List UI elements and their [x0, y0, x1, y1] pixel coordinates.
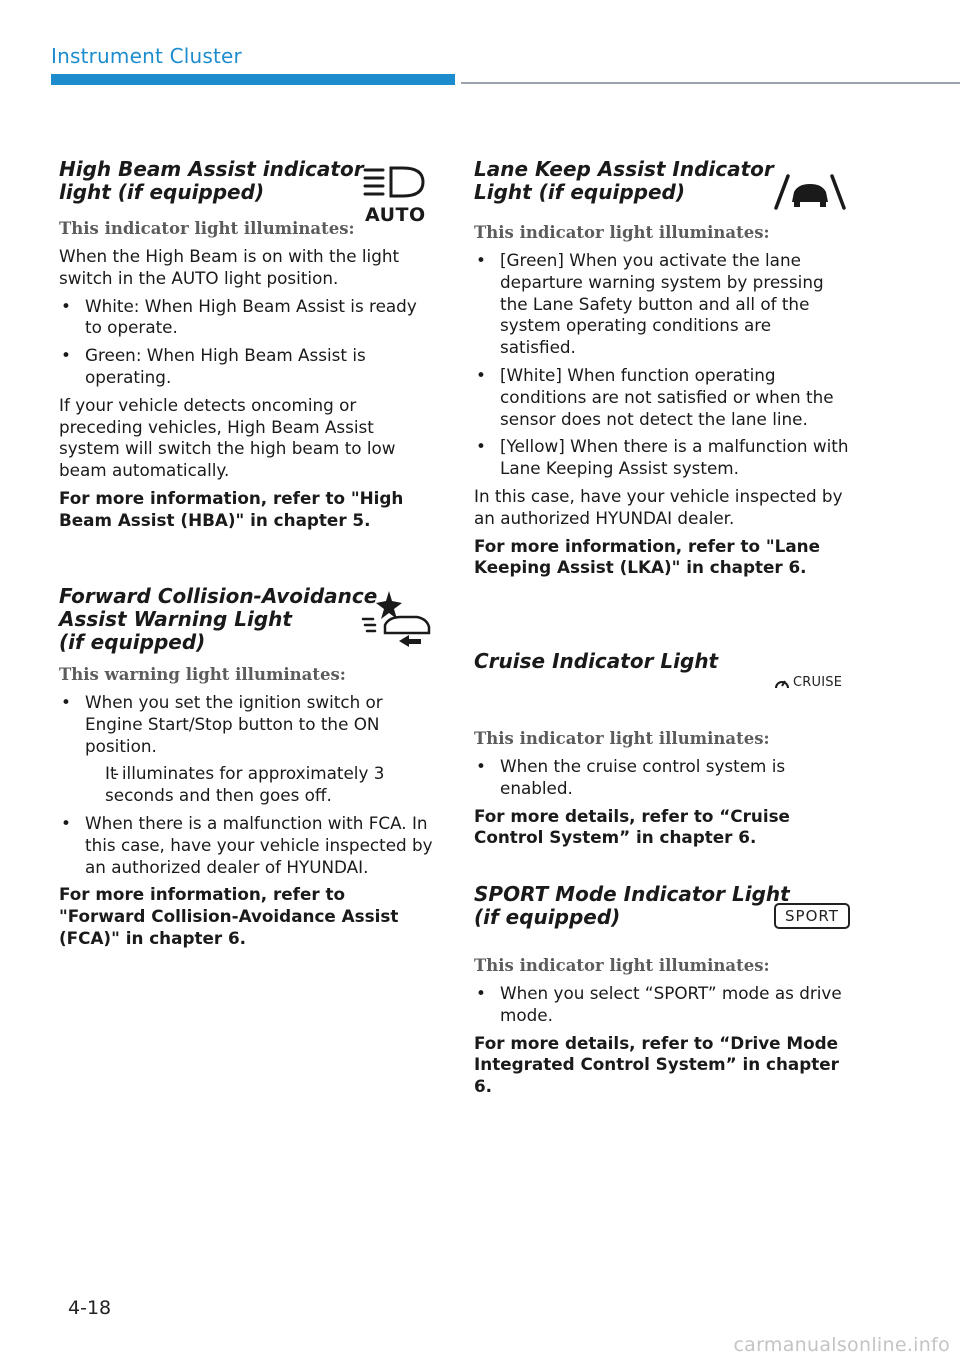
cruise-title: Cruise Indicator Light [474, 649, 719, 673]
fca-bullets [59, 692, 433, 878]
list-item: • [Yellow] When there is a malfunction with Lane Keeping Assist system. [474, 436, 850, 480]
cruise-label: CRUISE [793, 675, 843, 690]
high-beam-auto-icon [361, 164, 431, 228]
fca-title: Forward Collision-Avoidance Assist Warning Light (if equipped) [59, 584, 378, 654]
header-bar-accent [51, 74, 455, 85]
sport-bullets [474, 983, 850, 1027]
list-item: • Green: When High Beam Assist is operating. [59, 345, 433, 389]
list-item: • White: When High Beam Assist is ready to operate. [59, 296, 433, 340]
lka-reference: For more information, refer to "Lane Keeping Assist (LKA)" in chapter 6. [474, 535, 820, 578]
speedometer-icon [774, 676, 790, 690]
fca-lead: This warning light illuminates: [59, 665, 346, 684]
lka-title: Lane Keep Assist Indicator Light (if equipped) [474, 157, 774, 204]
cruise-lead: This indicator light illuminates: [474, 729, 770, 748]
cruise-section [474, 650, 850, 849]
watermark: carmanualsonline.info [733, 1334, 950, 1356]
list-item: • When the cruise control system is enabled. [474, 756, 850, 800]
lka-section [474, 158, 850, 579]
header-bar-rule [461, 82, 960, 84]
sport-section [474, 883, 850, 1098]
fca-reference: For more information, refer to "Forward Collision-Avoidance Assist (FCA)" in chapter 6. [59, 884, 399, 948]
sport-label: SPORT [774, 903, 850, 929]
hba-paragraph: If your vehicle detects oncoming or preceding vehicles, High Beam Assist system will switch the high beam to low beam automatically. [59, 394, 396, 481]
hba-reference: For more information, refer to "High Beam Assist (HBA)" in chapter 5. [59, 487, 404, 530]
list-item: • [Green] When you activate the lane departure warning system by pressing the Lane Safety button and all of the system operating conditions are satisfied. [474, 250, 850, 359]
sport-title: SPORT Mode Indicator Light (if equipped) [474, 882, 790, 929]
forward-collision-warning-icon [361, 589, 436, 655]
list-item: • [White] When function operating conditions are not satisfied or when the sensor does not detect the lane line. [474, 365, 850, 430]
cruise-indicator [774, 675, 842, 690]
hba-intro: When the High Beam is on with the light switch in the AUTO light position. [59, 246, 400, 288]
hba-bullets [59, 296, 433, 389]
sport-lead: This indicator light illuminates: [474, 956, 770, 975]
hba-title: High Beam Assist indicator light (if equipped) [59, 157, 364, 204]
list-item: • When you select “SPORT” mode as drive mode. [474, 983, 850, 1027]
fca-sub-item: - It illuminates for approximately 3 seconds and then goes off. [85, 763, 433, 807]
list-item [59, 692, 433, 807]
lane-keep-assist-icon [772, 172, 848, 216]
hba-lead: This indicator light illuminates: [59, 219, 355, 238]
fca-bullet-1: When you set the ignition switch or Engine Start/Stop button to the ON position. [85, 692, 383, 756]
sport-reference: For more details, refer to “Drive Mode Integrated Control System” in chapter 6. [474, 1032, 839, 1097]
hba-section [59, 158, 433, 532]
cruise-bullets [474, 756, 850, 800]
cruise-reference: For more details, refer to “Cruise Control System” in chapter 6. [474, 805, 790, 848]
fca-section [59, 585, 433, 950]
auto-label: AUTO [365, 204, 426, 226]
lka-lead: This indicator light illuminates: [474, 223, 770, 242]
page-number: 4-18 [68, 1297, 112, 1319]
sport-mode-indicator [774, 903, 850, 929]
list-item: • When there is a malfunction with FCA. In this case, have your vehicle inspected by an authorized dealer of HYUNDAI. [59, 813, 433, 878]
lka-paragraph: In this case, have your vehicle inspected by an authorized HYUNDAI dealer. [474, 485, 843, 528]
header-title: Instrument Cluster [51, 44, 242, 68]
lka-bullets [474, 250, 850, 480]
